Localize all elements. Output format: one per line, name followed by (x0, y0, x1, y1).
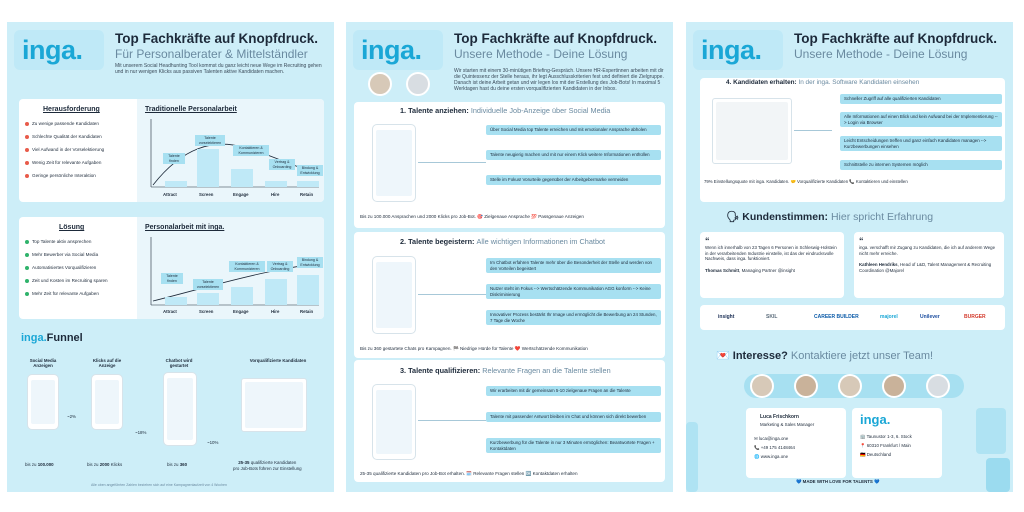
avatar (406, 72, 430, 96)
funnel-final-result: 25-35 qualifizierte Kandidaten pro Job-Bots führen zur Einstellung (233, 460, 302, 471)
section-heading: 3. Talente qualifizieren: Relevante Fragen an die Talente stellen (400, 366, 611, 375)
funnel-result: bis zu 2000 Klicks (87, 462, 123, 467)
section-heading: 1. Talente anziehen: Individuelle Job-Anzeige über Social Media (400, 106, 611, 115)
contact-card (746, 408, 846, 478)
benefit-item: Schnittstelle zu internen Systemen möglich (840, 160, 1002, 170)
testimonials-heading: 🗣 Kundenstimmen: Hier spricht Erfahrung (726, 211, 934, 223)
quote-icon: “ (705, 236, 710, 246)
address-country: 🇩🇪 Deutschland (860, 452, 892, 457)
connector-line (418, 420, 486, 421)
plus-icon (25, 266, 29, 270)
phone-mockup (91, 374, 123, 430)
chart-bar (231, 287, 253, 305)
page-method (346, 22, 673, 492)
benefit-item: Kurzbewerbung für die Talente in nur 3 Minuten ermöglichen: Beantwortete Fragen + Kontaktdaten (486, 438, 661, 453)
chart-callout: Talente finden (161, 273, 183, 284)
chart-bar (265, 181, 287, 187)
benefit-item: Talente mit passender Antwort bleiben im Chat und können sich direkt bewerben (486, 412, 661, 422)
chart-bar (297, 181, 319, 187)
plus-icon (25, 240, 29, 244)
decorative-shape (976, 408, 1006, 454)
benefit-item: Im Chatbot erfahren Talente mehr über die Besonderheit der Stelle und werden von den Vorteilen begeistert (486, 258, 661, 273)
page-title: Top Fachkräfte auf Knopfdruck. (454, 31, 658, 46)
client-logo: majorel (880, 314, 898, 320)
dashboard-mockup (241, 378, 307, 432)
phone-mockup (372, 256, 416, 334)
list-item: Schlechte Qualität der Kandidaten (25, 132, 104, 141)
list-item: Geringe persönliche Interaktion (25, 171, 104, 180)
withinga-panel (137, 217, 324, 319)
section-footer: Bis zu 360 gestartete Chats pro Kampagnen. 🏁 Niedrige Hürde für Talente ❤️ Wertschätzende Kommunikation (360, 346, 588, 351)
chart-bar (165, 297, 187, 305)
section-talente-begeistern (354, 232, 665, 358)
inga-logo: inga. (860, 412, 891, 427)
avatar (882, 374, 906, 398)
traditional-panel (137, 99, 324, 202)
chart-callout: Talente vorselektieren (193, 279, 223, 290)
funnel-step-label: Chatbot wird gestartet (165, 358, 193, 368)
chart-callout: Bindung & Entwicklung (297, 165, 323, 176)
challenge-card (19, 99, 324, 202)
page-title: Top Fachkräfte auf Knopfdruck. (115, 31, 319, 46)
phone-mockup (372, 384, 416, 460)
decorative-shape (686, 422, 698, 492)
conversion-rate: ~10% (207, 440, 219, 445)
phase-label: Hire (271, 309, 280, 314)
phase-label: Attract (163, 309, 177, 314)
page-subtitle: Unsere Methode - Deine Lösung (454, 47, 628, 61)
list-item: Zeit und Kosten im Recruiting sparen (25, 276, 108, 285)
testimonial-text: Wenn ich innerhalb von 23 Tagen 6 Personen in Schleswig-Holstein in der verarbeitenden Industrie einstelle, ist das der eindrucksvolle Nachweis, dass inga. funktioniert. (705, 245, 837, 261)
funnel-heading: inga.Funnel (21, 332, 83, 344)
contact-email[interactable]: ✉ luca@inga.one (754, 436, 789, 441)
inga-logo: inga. (14, 30, 104, 70)
connector-line (794, 130, 832, 131)
section-talente-anziehen (354, 102, 665, 228)
funnel-step-label: Klicks auf die Anzeige (92, 358, 122, 368)
chart-callout: Bindung & Entwicklung (297, 257, 323, 268)
chart-callout: Kontaktieren & Kommunizieren (229, 261, 265, 272)
list-item: Viel Aufwand in der Vorselektierung (25, 145, 104, 154)
contact-website[interactable]: 🌐 www.inga.one (754, 454, 789, 459)
avatar (838, 374, 862, 398)
challenge-heading: Herausforderung (43, 106, 100, 113)
plus-icon (25, 292, 29, 296)
list-item: Zu wenige passende Kandidaten (25, 119, 104, 128)
benefit-item: Leicht Entscheidungen treffen und ganz einfach Kandidaten managen --> Kurzbewerbungen einsehen (840, 136, 1002, 151)
funnel-result: bis zu 100.000 (25, 462, 54, 467)
plus-icon (25, 279, 29, 283)
chart-callout: Vertrag & Onboarding (269, 159, 295, 170)
client-logo: Unilever (920, 314, 940, 320)
phase-label: Retain (300, 309, 314, 314)
benefit-item: Schneller Zugriff auf alle qualifizierten Kandidaten (840, 94, 1002, 104)
list-item: Wenig Zeit für relevante Aufgaben (25, 158, 104, 167)
page-subtitle: Unsere Methode - Deine Lösung (794, 47, 968, 61)
chart-callout: Talente vorselektieren (195, 135, 225, 146)
phase-label: Screen (199, 309, 214, 314)
phase-label: Retain (300, 192, 314, 197)
conversion-rate: ~2% (67, 414, 76, 419)
dashboard-mockup (712, 98, 792, 164)
page-contact (686, 22, 1013, 492)
minus-icon (25, 135, 29, 139)
phone-mockup (372, 124, 416, 202)
footnote: Alle oben angeführten Zahlen beziehen sich auf eine Kampagnenlaufzeit von 4 Wochen (91, 483, 227, 487)
section-heading: 2. Talente begeistern: Alle wichtigen Informationen im Chatbot (400, 237, 606, 246)
inga-logo: inga. (353, 30, 443, 70)
list-item: Mehr Zeit für relevante Aufgaben (25, 289, 108, 298)
phone-mockup (27, 374, 59, 430)
minus-icon (25, 174, 29, 178)
address-city: 📍 60310 Frankfurt / Main (860, 443, 911, 448)
client-logo: BURGER (964, 314, 986, 320)
chart-bar (231, 169, 253, 187)
testimonial-card (700, 232, 844, 298)
page-title: Top Fachkräfte auf Knopfdruck. (794, 31, 998, 46)
minus-icon (25, 148, 29, 152)
address-street: 🏢 Taunustor 1-3, 6. Stock (860, 434, 912, 439)
contact-role: Marketing & Sales Manager (760, 422, 815, 427)
solution-heading: Lösung (59, 224, 85, 231)
avatar (794, 374, 818, 398)
chart-callout: Vertrag & Onboarding (267, 261, 293, 272)
minus-icon (25, 122, 29, 126)
chart-bar (297, 275, 319, 305)
quote-icon: “ (859, 236, 864, 246)
list-item: Automatisiertes Vorqualifizieren (25, 263, 108, 272)
client-logo: SKIL (766, 314, 778, 320)
connector-line (418, 294, 486, 295)
contact-heading: 💌 Interesse? Kontaktiere jetzt unser Team! (716, 350, 934, 362)
list-item: Top Talente aktiv ansprechen (25, 237, 108, 246)
phase-label: Hire (271, 192, 280, 197)
chart-bar (165, 181, 187, 187)
benefit-item: Stelle im Fokus! Vorurteile gegenüber der Arbeitgebermarke vermeiden (486, 175, 661, 185)
phone-mockup (163, 372, 197, 446)
list-item: Mehr Bewerber via Social Media (25, 250, 108, 259)
phase-label: Engage (233, 192, 249, 197)
phase-label: Screen (199, 192, 214, 197)
benefit-item: Nutzer steht im Fokus --> Wertschätzende Kommunikation AGG konform --> Keine Diskriminierung (486, 284, 661, 299)
benefit-item: Innovativer Prozess bestärkt Ihr Image und ermöglicht die Bewerbung an 24 Stunden, 7 Tage die Woche (486, 310, 661, 325)
minus-icon (25, 161, 29, 165)
avatar (368, 72, 392, 96)
intro-text: Mit unserem Social Headhunting Tool kommst du ganz leicht neue Wege im Recruiting gehen und in nur wenigen Klicks aus passiven Talenten aktive Kandidaten machen. (115, 63, 322, 75)
made-with-love: 💙 MADE WITH LOVE FOR TALENTS 💙 (796, 479, 880, 484)
chart-bar (197, 293, 219, 305)
client-logo: CAREER BUILDER (814, 314, 859, 320)
solution-list (25, 237, 108, 298)
section-heading: 4. Kandidaten erhalten: In der inga. Software Kandidaten einsehen (726, 79, 920, 86)
page-subtitle: Für Personalberater & Mittelständler (115, 47, 308, 61)
chart-bar (197, 149, 219, 187)
avatar (926, 374, 950, 398)
connector-line (418, 162, 486, 163)
traditional-heading: Traditionelle Personalarbeit (145, 106, 237, 113)
client-logo: insight (718, 314, 735, 320)
chart-bar (265, 279, 287, 305)
section-footer: Bis zu 100.000 Ansprachen und 2000 Klicks pro Job-Bot. 🎯 Zielgenaue Ansprache 💯 Passgenaue Anzeigen (360, 214, 584, 219)
benefit-item: Talente neugierig machen und mit nur einem Klick weitere Informationen enthüllen (486, 150, 661, 160)
plus-icon (25, 253, 29, 257)
testimonial-card (854, 232, 1004, 298)
client-logos (700, 305, 1005, 330)
page-overview (7, 22, 334, 492)
funnel-step-label: Social Media Anzeigen (29, 358, 57, 368)
chart-callout: Kontaktieren & Kommunizieren (233, 145, 269, 156)
decorative-shape (986, 458, 1010, 492)
conversion-rate: ~18% (135, 430, 147, 435)
testimonial-author: Thomas Schmitt, Managing Partner @insight (705, 267, 795, 273)
benefit-item: Über Social Media top Talente erreichen und mit emotionaler Ansprache abholen (486, 125, 661, 135)
section-talente-qualifizieren (354, 360, 665, 482)
phase-label: Engage (233, 309, 249, 314)
funnel-step-label: Vorqualifizierte Kandidaten (249, 358, 307, 363)
avatar (750, 374, 774, 398)
benefit-item: Alle Informationen auf einen Blick und kein Aufwand bei der Implementierung --> Login via Browser (840, 112, 1002, 127)
testimonial-text: inga. verschafft mir Zugang zu Kandidaten, die ich auf anderem Wege nicht mehr erreiche. (859, 245, 996, 256)
challenge-list (25, 119, 104, 180)
contact-name: Luca Frischkorn (760, 414, 799, 420)
section-footer: 79% Einstellungsquote mit inga. Kandidaten. 🤝 Vorqualifizierte Kandidaten 📞 Kontaktieren und einstellen (704, 179, 908, 184)
phase-label: Attract (163, 192, 177, 197)
address-card (852, 408, 942, 478)
withinga-heading: Personalarbeit mit inga. (145, 224, 225, 231)
testimonial-author: Kathleen Hendriks, Head of L&D, Talent Management & Recruiting Coordination @Majorel (859, 262, 992, 273)
chart-callout: Talente finden (163, 153, 185, 164)
funnel-result: bis zu 360 (167, 462, 188, 467)
intro-text: Wir starten mit einem 30-minütigen Briefing-Gespräch. Unsere HR-Expertinnen arbeiten mit dir die Quintessenz der Stelle heraus, ihr legt Ausschlusskriterien fest und definiert die Zielgruppe. Danach ist deine Arbeit getan und wir legen los mit der Erstellung des Job-Bots! In maximal 5 Werktagen hast du deine ersten vorqualifizierten Kandidaten in der Inbox. (454, 68, 664, 92)
contact-phone[interactable]: 📞 +49 175 4148464 (754, 445, 795, 450)
section-footer: 25-35 qualifizierte Kandidaten pro Job-Bot erhalten. 🗓️ Relevante Fragen stellen 🆗 Kontaktdaten erhalten (360, 471, 578, 476)
inga-logo: inga. (693, 30, 783, 70)
solution-card (19, 217, 324, 319)
benefit-item: Wir erarbeiten mit dir gemeinsam 5-10 zielgenaue Fragen an die Talente (486, 386, 661, 396)
